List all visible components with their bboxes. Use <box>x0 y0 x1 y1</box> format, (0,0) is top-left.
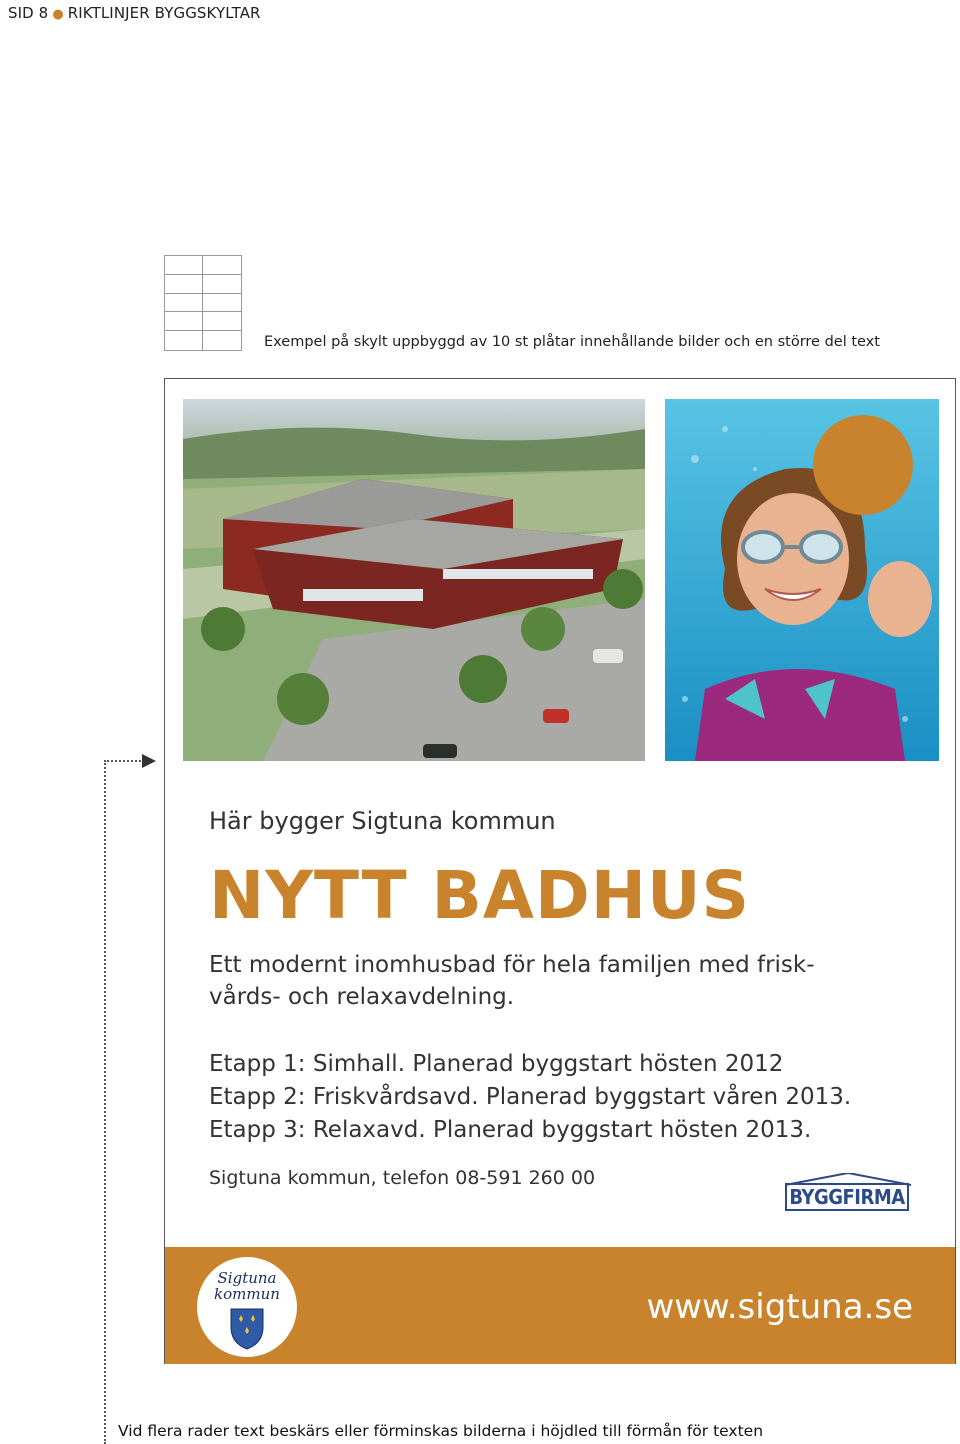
sign-subtitle: Här bygger Sigtuna kommun <box>209 807 556 835</box>
grid-cell <box>203 312 241 331</box>
example-caption: Exempel på skylt uppbyggd av 10 st plåtar innehållande bilder och en större del text <box>264 334 880 350</box>
logo-line-1: Sigtuna <box>217 1269 277 1287</box>
bullet-dot-icon: ● <box>52 7 64 22</box>
page-number: SID 8 <box>8 4 49 22</box>
contact-phone: Sigtuna kommun, telefon 08-591 260 00 <box>209 1167 596 1189</box>
coat-of-arms-icon <box>197 1257 297 1357</box>
plate-layout-grid <box>164 255 242 351</box>
stage-3: Etapp 3: Relaxavd. Planerad byggstart hösten 2013. <box>209 1117 812 1143</box>
grid-cell <box>203 275 241 294</box>
grid-cell <box>165 331 203 350</box>
grid-cell <box>203 294 241 313</box>
page-header <box>8 4 261 22</box>
grid-cell <box>165 256 203 275</box>
construction-sign <box>164 378 956 1364</box>
municipality-logo <box>197 1257 297 1357</box>
sign-title: NYTT BADHUS <box>209 857 751 934</box>
section-title: RIKTLINJER BYGGSKYLTAR <box>67 4 261 22</box>
grid-cell <box>203 331 241 350</box>
building-rendering-image <box>183 399 645 761</box>
website-url: www.sigtuna.se <box>646 1287 913 1327</box>
grid-cell <box>165 312 203 331</box>
builder-logo-text: BYGGFIRMA <box>785 1183 909 1211</box>
grid-cell <box>165 294 203 313</box>
dotted-guide-vertical <box>104 760 106 1444</box>
grid-cell <box>165 275 203 294</box>
builder-logo <box>785 1173 911 1213</box>
sign-description: Ett modernt inomhusbad för hela familjen med frisk- vårds- och relaxavdelning. <box>209 952 815 1010</box>
bottom-note: Vid flera rader text beskärs eller förminskas bilderna i höjdled till förmån för texten <box>118 1422 764 1440</box>
stage-1: Etapp 1: Simhall. Planerad byggstart hösten 2012 <box>209 1051 784 1077</box>
logo-line-2: kommun <box>214 1285 280 1303</box>
accent-circle <box>813 415 913 515</box>
grid-cell <box>203 256 241 275</box>
arrow-right-icon <box>142 754 156 768</box>
stage-2: Etapp 2: Friskvårdsavd. Planerad byggstart våren 2013. <box>209 1084 852 1110</box>
dotted-guide-horizontal <box>104 760 144 762</box>
